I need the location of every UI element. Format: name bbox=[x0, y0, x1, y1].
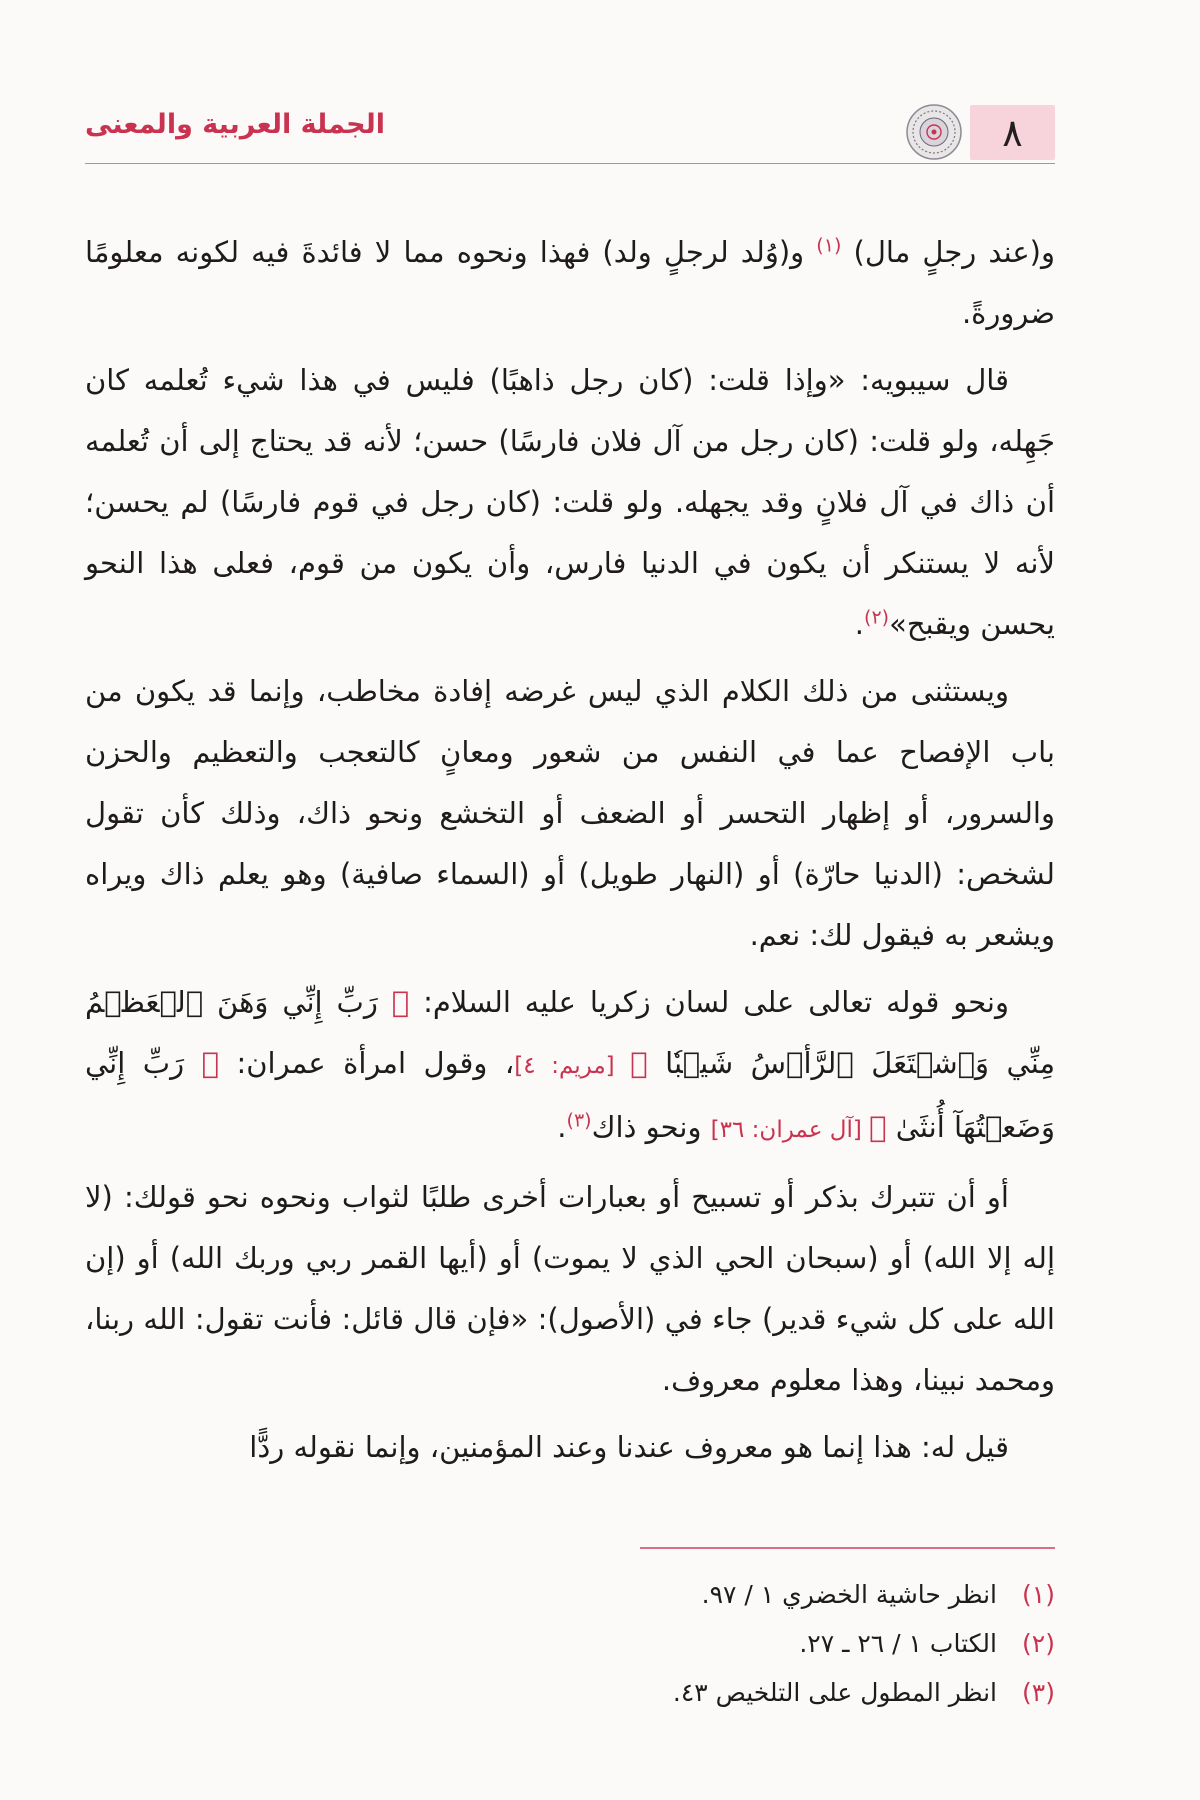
quran-bracket-close: ﴾ bbox=[630, 1046, 648, 1080]
paragraph-2 bbox=[85, 350, 1055, 655]
footnote-divider bbox=[640, 1547, 1055, 1549]
text-span: ونحو ذاك bbox=[591, 1110, 711, 1144]
header-divider bbox=[85, 163, 1055, 164]
verse-citation-1: [مريم: ٤] bbox=[514, 1053, 631, 1079]
quran-bracket-open: ﴿ bbox=[391, 985, 410, 1019]
paragraph-5: أو أن تتبرك بذكر أو تسبيح أو بعبارات أخرى طلبًا لثواب ونحوه نحو قولك: (لا إله إلا الله) أو (سبحان الحي الذي لا يموت) أو (أيها القمر ربي وربك الله) أو (إن الله على كل شيء قدير) جاء في (الأصول): «فإن قال قائل: فأنت تقول: الله ربنا، ومحمد نبينا، وهذا معلوم معروف. bbox=[85, 1180, 1055, 1397]
main-text bbox=[85, 222, 1055, 1484]
footnote-item bbox=[455, 1668, 1055, 1717]
text-span: و(عند رجلٍ مال) bbox=[853, 235, 1055, 269]
text-span: ، وقول امرأة عمران: bbox=[219, 1046, 515, 1080]
footnote-item bbox=[455, 1619, 1055, 1668]
page-number: ٨ bbox=[970, 105, 1055, 160]
verse-citation-2: [آل عمران: ٣٦] bbox=[710, 1117, 870, 1143]
text-span: قال سيبويه: «وإذا قلت: (كان رجل ذاهبًا) فليس في هذا شيء تُعلمه كان جَهِله، ولو قلت: (كان رجل من آل فلان فارسًا) حسن؛ لأنه قد يحتاج إلى أن تُعلمه أن ذاك في آل فلانٍ وقد يجهله. ولو قلت: (كان رجل في قوم فارسًا) لم يحسن؛ لأنه لا يستنكر أن يكون في الدنيا فارس، وأن يكون من قوم، فعلى هذا النحو يحسن ويقبح» bbox=[85, 363, 1055, 641]
page-header bbox=[85, 103, 1055, 163]
footnote-text: انظر المطول على التلخيص ٤٣. bbox=[672, 1678, 997, 1707]
paragraph-4 bbox=[85, 972, 1055, 1161]
text-span: . bbox=[854, 607, 865, 641]
quran-bracket-open: ﴿ bbox=[201, 1046, 219, 1080]
footnote-number: (٣) bbox=[1022, 1678, 1055, 1707]
footnote-ref-3: (٣) bbox=[566, 1109, 592, 1132]
footnote-item bbox=[455, 1570, 1055, 1619]
paragraph-6: قيل له: هذا إنما هو معروف عندنا وعند المؤمنين، وإنما نقوله ردًّا bbox=[249, 1430, 1009, 1464]
paragraph-3: ويستثنى من ذلك الكلام الذي ليس غرضه إفادة مخاطب، وإنما قد يكون من باب الإفصاح عما في النفس من شعور ومعانٍ كالتعجب والتعظيم والحزن والسرور، أو إظهار التحسر أو الضعف أو التخشع ونحو ذاك، وذلك كأن تقول لشخص: (الدنيا حارّة) أو (النهار طويل) أو (السماء صافية) وهو يعلم ذاك ويراه ويشعر به فيقول لك: نعم. bbox=[85, 674, 1055, 952]
rosette-ornament-icon bbox=[905, 103, 963, 161]
text-span: و(وُلد لرجلٍ ولد) فهذا ونحوه مما لا فائدةَ فيه لكونه معلومًا ضرورةً. bbox=[85, 235, 1055, 330]
quran-verse-2: رَبِّ إِنِّي وَضَعۡتُهَآ أُنثَىٰ bbox=[85, 1046, 1055, 1144]
footnote-text: الكتاب ١ / ٢٦ ـ ٢٧. bbox=[799, 1629, 997, 1658]
text-span: . bbox=[557, 1110, 567, 1144]
footnote-ref-2: (٢) bbox=[864, 606, 890, 629]
footnote-ref-1: (١) bbox=[816, 234, 842, 257]
running-title: الجملة العربية والمعنى bbox=[85, 109, 385, 140]
text-span: ونحو قوله تعالى على لسان زكريا عليه السلام: bbox=[409, 985, 1009, 1019]
footnote-number: (١) bbox=[1022, 1580, 1055, 1609]
footnotes bbox=[455, 1570, 1055, 1717]
footnote-number: (٢) bbox=[1022, 1629, 1055, 1658]
footnote-text: انظر حاشية الخضري ١ / ٩٧. bbox=[701, 1580, 997, 1609]
quran-bracket-close: ﴾ bbox=[869, 1110, 887, 1144]
paragraph-1 bbox=[85, 222, 1055, 344]
quran-verse-1: رَبِّ إِنِّي وَهَنَ ٱلۡعَظۡمُ مِنِّي وَٱشۡتَعَلَ ٱلرَّأۡسُ شَيۡبٗا bbox=[85, 985, 1055, 1080]
